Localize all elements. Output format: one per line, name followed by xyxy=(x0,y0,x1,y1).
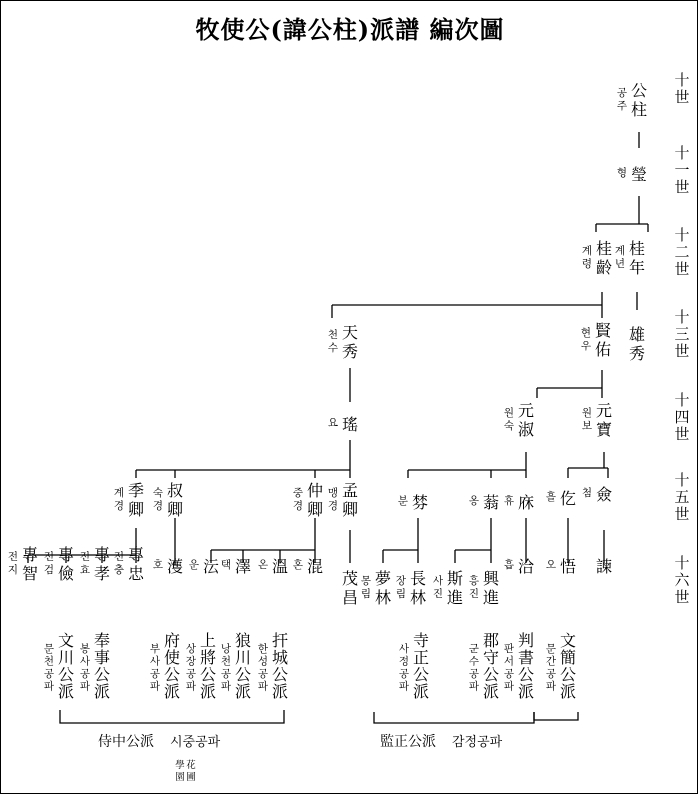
person-wonbo xyxy=(582,401,612,439)
generation-label: 十一世 xyxy=(674,144,690,196)
generation-column xyxy=(674,71,690,606)
person-reading: 휴 xyxy=(503,495,515,507)
person-junggyeong xyxy=(293,481,323,519)
sub-branch-name: 文川公派 xyxy=(57,631,75,701)
person-reading: 전 지 xyxy=(7,551,19,576)
person-name: 斯進 xyxy=(446,569,464,607)
sub-branch-reading: 사 정 공 파 xyxy=(398,643,410,693)
sub-branch-labels xyxy=(44,631,576,701)
person-name: 僉 xyxy=(595,485,613,504)
seal-mark xyxy=(175,759,196,783)
person-name: 天秀 xyxy=(341,323,359,361)
sub-branch-reading: 판 서 공 파 xyxy=(503,643,515,693)
generation-label: 十三世 xyxy=(674,308,690,360)
person-reading: 형 xyxy=(616,167,628,179)
person-name: 茂昌 xyxy=(341,569,359,607)
group-reading-gamjeong: 감정공파 xyxy=(452,735,503,750)
person-reading: 전 검 xyxy=(43,551,55,576)
person-name: 專孝 xyxy=(93,545,111,583)
person-reading: 중 경 xyxy=(292,487,304,512)
sub-branch-reading: 한 성 공 파 xyxy=(257,643,269,693)
person-reading: 숙 경 xyxy=(152,487,164,512)
person-name: 溫 xyxy=(271,557,289,576)
person-reading: 운 xyxy=(188,559,200,571)
link-wonbo-sons xyxy=(568,452,608,478)
person-reading: 원 보 xyxy=(581,407,593,432)
link-wonsuk-sons xyxy=(408,452,526,478)
person-reading: 계 령 xyxy=(581,245,593,270)
person-gyeryeong xyxy=(582,239,612,277)
person-reading: 흘 xyxy=(545,491,557,503)
person-mongnim xyxy=(361,569,391,607)
person-muchang xyxy=(342,569,358,607)
seal-char-3: 園 xyxy=(175,772,185,783)
person-gyenyeon xyxy=(615,239,645,277)
sub-branch-reading: 낭 천 공 파 xyxy=(220,643,232,693)
person-name: 季卿 xyxy=(127,481,145,519)
person-name: 仡 xyxy=(559,489,577,508)
person-name: 瑤 xyxy=(341,415,359,434)
sub-branch-nangcheon xyxy=(221,631,251,701)
group-label-sijung: 侍中公派 xyxy=(98,734,154,750)
person-reading: 오 xyxy=(545,559,557,571)
person-reading: 원 숙 xyxy=(503,407,515,432)
sub-branch-name: 府使公派 xyxy=(163,631,181,701)
person-reading: 흥 진 xyxy=(468,575,480,600)
link-yo-sons xyxy=(136,440,350,478)
person-o xyxy=(546,557,576,576)
person-reading: 계 년 xyxy=(614,245,626,270)
person-name: 澤 xyxy=(234,557,252,576)
person-name: 孟卿 xyxy=(341,481,359,519)
person-name: 諫 xyxy=(595,557,613,576)
sub-branch-reading: 문 간 공 파 xyxy=(545,643,557,693)
person-reading: 계 경 xyxy=(113,487,125,512)
person-name: 庥 xyxy=(517,493,535,512)
generation-label: 十四世 xyxy=(674,391,690,443)
person-name: 雄秀 xyxy=(628,325,646,363)
person-cheom xyxy=(582,485,612,504)
seal-char-4: 圃 xyxy=(186,772,196,783)
person-hyu xyxy=(504,493,534,512)
person-sajin xyxy=(433,569,463,607)
sub-branch-reading: 군 수 공 파 xyxy=(468,643,480,693)
person-un xyxy=(189,557,219,576)
person-name: 元淑 xyxy=(517,401,535,439)
page-title: 牧使公(諱公柱)派譜 編次圖 xyxy=(195,15,505,44)
person-reading: 택 xyxy=(220,559,232,571)
person-name: 沄 xyxy=(202,557,220,576)
person-reading: 천 수 xyxy=(327,329,339,354)
sub-branch-reading: 봉 사 공 파 xyxy=(79,643,91,693)
person-reading: 맹 경 xyxy=(327,487,339,512)
sub-branch-gunsu xyxy=(469,631,499,701)
person-name: 叔卿 xyxy=(166,481,184,519)
generation-label: 十六世 xyxy=(674,554,690,606)
sub-branch-name: 郡守公派 xyxy=(482,631,500,701)
person-ong xyxy=(469,493,499,512)
sub-branch-reading: 부 사 공 파 xyxy=(149,643,161,693)
person-jeonhyo xyxy=(80,545,110,583)
person-on xyxy=(258,557,288,576)
bracket-gamjeong xyxy=(374,712,534,723)
person-ungsu xyxy=(629,325,645,363)
person-jangnim xyxy=(396,569,426,607)
person-reading: 옹 xyxy=(468,495,480,507)
person-name: 長林 xyxy=(409,569,427,607)
person-reading: 요 xyxy=(327,417,339,429)
sub-branch-sajeong xyxy=(399,631,429,701)
person-hon xyxy=(293,557,323,576)
person-name: 棼 xyxy=(411,493,429,512)
sub-branch-name: 寺正公派 xyxy=(412,631,430,701)
person-hyeong xyxy=(617,165,647,184)
person-reading: 장 림 xyxy=(395,575,407,600)
person-reading: 전 충 xyxy=(113,551,125,576)
sub-branch-name: 判書公派 xyxy=(517,631,535,701)
person-name: 元寶 xyxy=(595,401,613,439)
sub-branch-busa xyxy=(150,631,180,701)
generation-label: 十二世 xyxy=(674,226,690,278)
person-name: 濩 xyxy=(166,557,184,576)
person-name: 專忠 xyxy=(127,545,145,583)
sub-branch-name: 扞城公派 xyxy=(271,631,289,701)
person-name: 悟 xyxy=(559,557,577,576)
person-name: 夢林 xyxy=(374,569,392,607)
person-name: 桂年 xyxy=(628,239,646,277)
person-sukgyeong xyxy=(153,481,183,519)
person-name: 公柱 xyxy=(630,81,648,119)
person-name: 賢佑 xyxy=(594,321,612,359)
seal-char-1: 學 xyxy=(175,760,185,771)
person-cheonsu xyxy=(328,323,358,361)
seal-char-2: 花 xyxy=(186,760,196,771)
link-hyeong-sons xyxy=(596,196,648,232)
bracket-sijung xyxy=(60,710,284,723)
sub-branch-sangjang xyxy=(186,631,216,701)
person-maenggyeong xyxy=(328,481,358,519)
person-name: 蓊 xyxy=(482,493,500,512)
person-gan xyxy=(596,557,612,576)
generation-label: 十世 xyxy=(674,71,690,106)
person-name: 混 xyxy=(306,557,324,576)
link-bun-sons xyxy=(383,518,418,563)
group-label-gamjeong: 監正公派 xyxy=(380,734,436,750)
person-name: 瑩 xyxy=(630,165,648,184)
person-hyeonu xyxy=(581,321,613,359)
sub-branch-name: 狼川公派 xyxy=(234,631,252,701)
link-gyeryeong-branch xyxy=(332,292,602,318)
sub-branch-reading: 문 천 공 파 xyxy=(43,643,55,693)
sub-branch-bongsa xyxy=(80,631,110,701)
person-name: 專儉 xyxy=(57,545,75,583)
person-reading: 공 주 xyxy=(616,87,628,112)
person-reading: 호 xyxy=(152,559,164,571)
person-heul xyxy=(546,489,576,508)
sub-branch-muncheon xyxy=(44,631,74,701)
person-reading: 온 xyxy=(257,559,269,571)
link-hyeonu-sons xyxy=(537,370,602,398)
sub-branch-name: 上將公派 xyxy=(199,631,217,701)
person-jeonchung xyxy=(114,545,145,583)
person-taek xyxy=(221,557,251,576)
bracket-mungan xyxy=(534,712,578,720)
person-reading: 첨 xyxy=(581,487,593,499)
person-reading: 전 효 xyxy=(79,551,91,576)
link-junggyeong-sons xyxy=(211,518,315,563)
sub-branch-name: 文簡公派 xyxy=(559,631,577,701)
person-reading: 흡 xyxy=(503,559,515,571)
person-name: 仲卿 xyxy=(306,481,324,519)
person-name: 專智 xyxy=(21,545,39,583)
person-bun xyxy=(398,493,428,512)
generation-label: 十五世 xyxy=(674,471,690,523)
person-yo xyxy=(328,415,358,434)
person-reading: 분 xyxy=(397,495,409,507)
group-labels xyxy=(98,733,503,750)
person-name: 洽 xyxy=(517,557,535,576)
person-ho xyxy=(153,557,183,576)
sub-branch-mungan xyxy=(546,631,576,701)
person-jeonji xyxy=(8,545,38,583)
person-wonsuk xyxy=(504,401,534,439)
person-name: 興進 xyxy=(482,569,500,607)
person-gyegyeong xyxy=(114,481,144,519)
person-jeongeom xyxy=(44,545,74,583)
person-reading: 몽 림 xyxy=(360,575,372,600)
sub-branch-reading: 상 장 공 파 xyxy=(185,643,197,693)
person-nodes xyxy=(8,81,647,607)
person-reading: 혼 xyxy=(292,559,304,571)
link-ong-sons xyxy=(455,518,491,563)
person-gongju xyxy=(617,81,647,119)
group-reading-sijung: 시중공파 xyxy=(170,735,221,750)
person-heungjin xyxy=(469,569,500,607)
person-reading: 사 진 xyxy=(432,575,444,600)
person-reading: 현 우 xyxy=(580,327,592,352)
sub-branch-name: 奉事公派 xyxy=(93,631,111,701)
person-name: 桂齡 xyxy=(595,239,613,277)
sub-branch-panseo xyxy=(504,631,534,701)
person-heup xyxy=(504,557,534,576)
sub-branch-hanseong xyxy=(258,631,288,701)
